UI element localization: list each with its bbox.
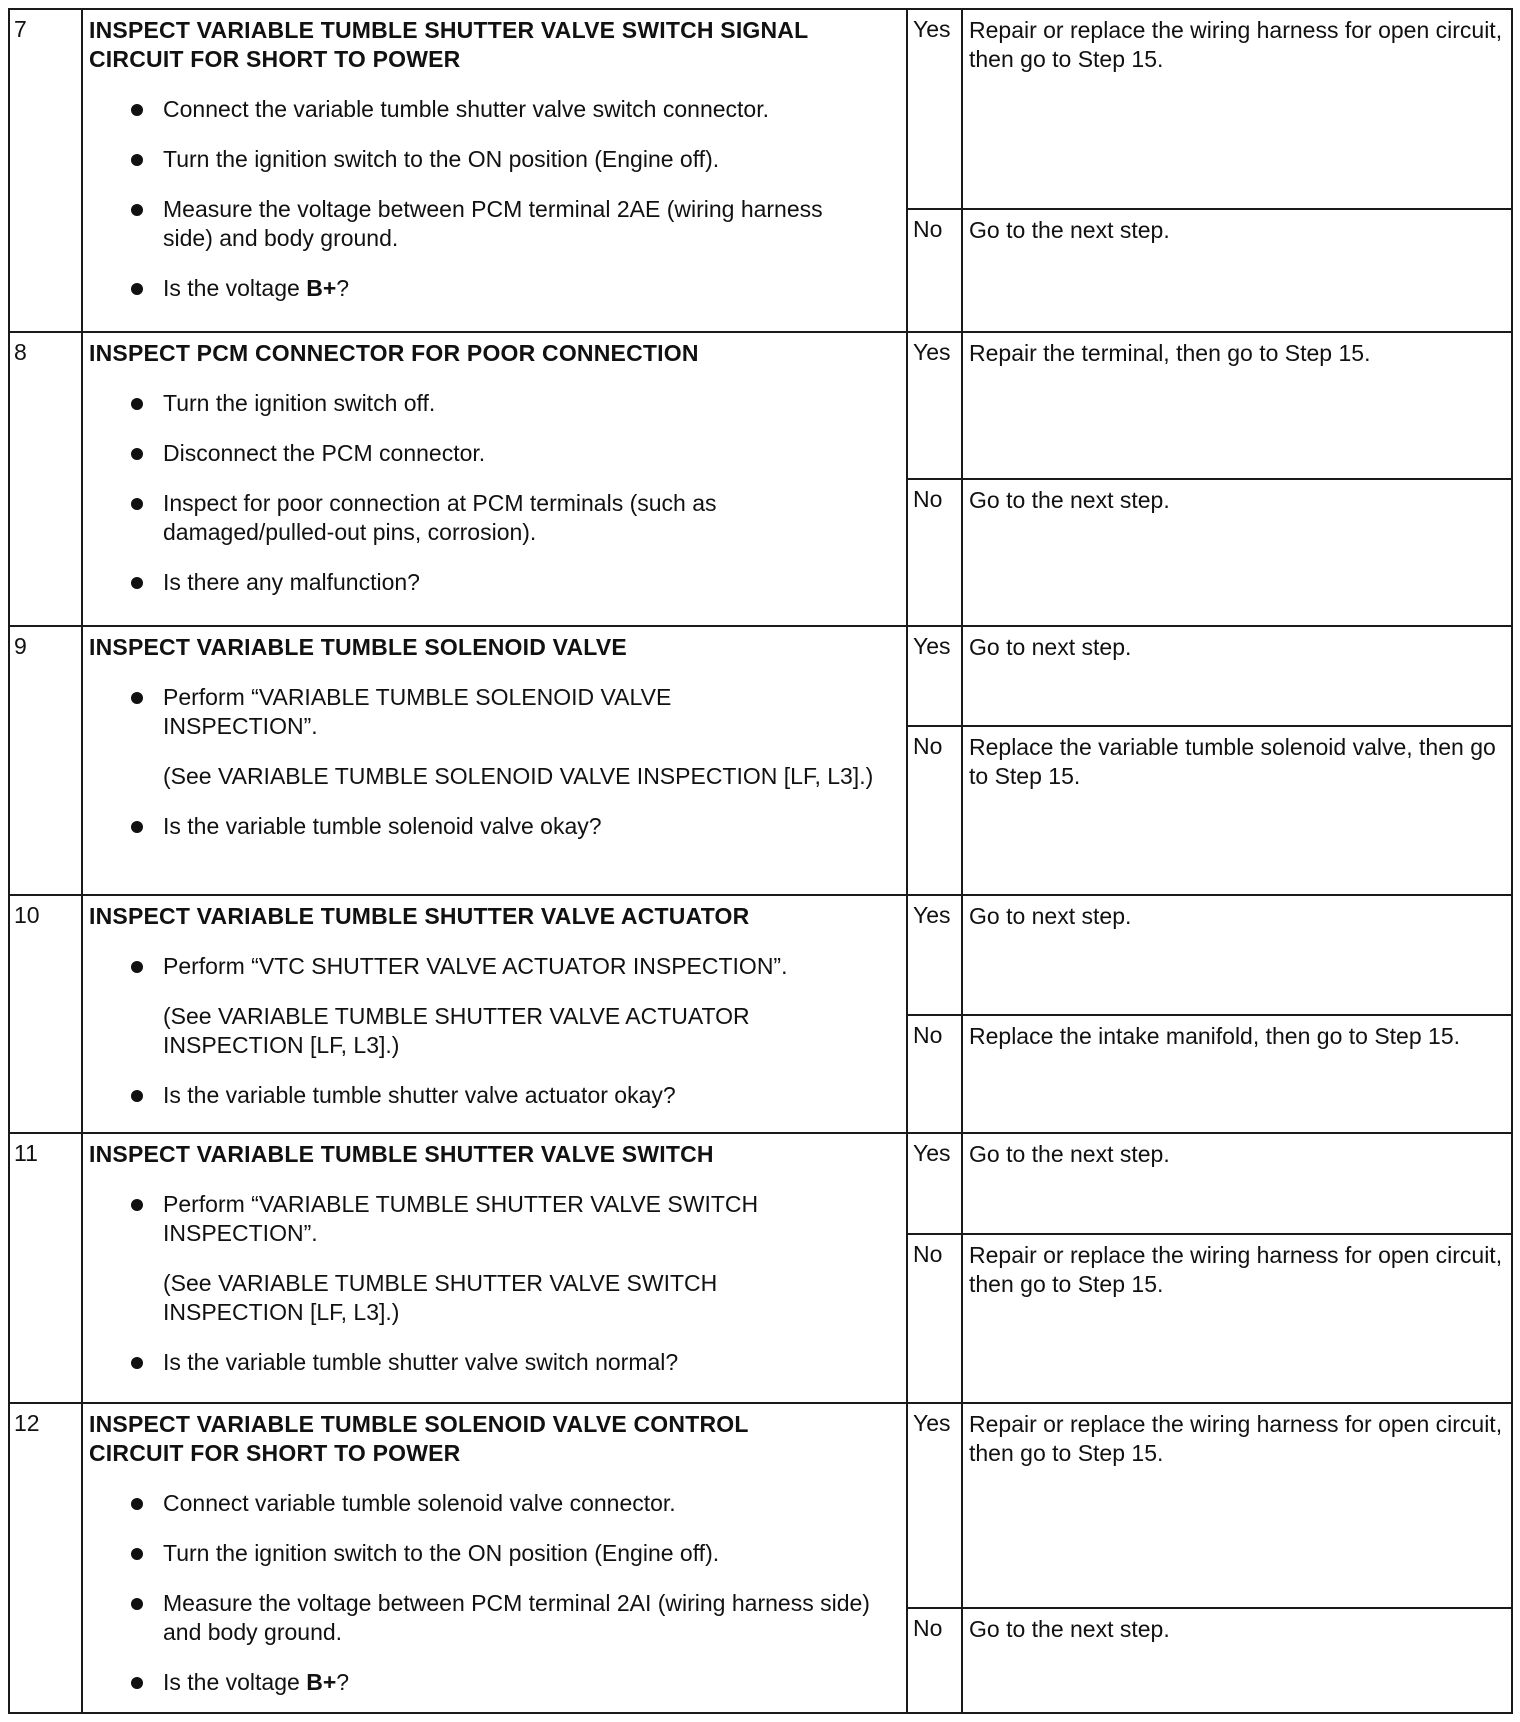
bullet-item: Is the variable tumble shutter valve switch normal? — [89, 1348, 896, 1377]
step-title: INSPECT VARIABLE TUMBLE SHUTTER VALVE ACTUATOR — [89, 903, 750, 929]
step-row — [10, 1134, 1511, 1404]
yes-action: Repair or replace the wiring harness for open circuit, then go to Step 15. — [969, 1411, 1503, 1466]
result-no — [908, 208, 1511, 331]
result-yes — [908, 627, 1511, 725]
step-number: 11 — [10, 1134, 83, 1402]
bullet-item: Is there any malfunction? — [89, 568, 896, 597]
no-action: Replace the intake manifold, then go to Step 15. — [969, 1023, 1460, 1049]
bullet-item: Connect the variable tumble shutter valve switch connector. — [89, 95, 896, 124]
bullet-item: Turn the ignition switch off. — [89, 389, 896, 418]
step-row — [10, 333, 1511, 627]
step-action — [83, 10, 908, 331]
bullet-icon — [131, 1498, 143, 1510]
result-yes — [908, 896, 1511, 1014]
result-no — [908, 1233, 1511, 1402]
bullet-icon — [131, 154, 143, 166]
step-results — [908, 1134, 1511, 1402]
yes-label: Yes — [908, 627, 963, 725]
yes-label: Yes — [908, 1134, 963, 1233]
bullet-icon — [131, 1090, 143, 1102]
step-action — [83, 627, 908, 894]
bullet-icon — [131, 577, 143, 589]
result-no — [908, 478, 1511, 625]
no-action: Go to the next step. — [969, 487, 1170, 513]
bullet-item: Turn the ignition switch to the ON position (Engine off). — [89, 1539, 896, 1568]
bullet-item: Connect variable tumble solenoid valve connector. — [89, 1489, 896, 1518]
no-label: No — [908, 1609, 963, 1712]
no-action: Go to the next step. — [969, 217, 1170, 243]
step-results — [908, 896, 1511, 1132]
no-label: No — [908, 210, 963, 331]
step-row — [10, 627, 1511, 896]
bullet-item: Is the voltage B+? — [89, 274, 896, 303]
step-title: INSPECT VARIABLE TUMBLE SOLENOID VALVE — [89, 634, 627, 660]
step-number: 12 — [10, 1404, 83, 1712]
bullet-item: Inspect for poor connection at PCM terminals (such as damaged/pulled-out pins, corrosion). — [89, 489, 896, 547]
yes-label: Yes — [908, 1404, 963, 1607]
bullet-icon — [131, 398, 143, 410]
bullet-icon — [131, 821, 143, 833]
reference-note: (See VARIABLE TUMBLE SOLENOID VALVE INSPECTION [LF, L3].) — [163, 763, 874, 789]
bullet-item: Is the variable tumble solenoid valve okay? — [89, 812, 896, 841]
yes-action: Go to next step. — [969, 634, 1132, 660]
bullet-icon — [131, 1677, 143, 1689]
bullet-item: Measure the voltage between PCM terminal 2AI (wiring harness side) and body ground. — [89, 1589, 896, 1647]
bullet-item: Perform “VARIABLE TUMBLE SHUTTER VALVE SWITCH INSPECTION”. — [89, 1190, 896, 1248]
bullet-icon — [131, 1199, 143, 1211]
bullet-item: Is the variable tumble shutter valve actuator okay? — [89, 1081, 896, 1110]
step-title: INSPECT VARIABLE TUMBLE SHUTTER VALVE SWITCH — [89, 1141, 714, 1167]
yes-label: Yes — [908, 333, 963, 478]
step-action — [83, 1134, 908, 1402]
yes-label: Yes — [908, 896, 963, 1014]
result-no — [908, 725, 1511, 894]
step-results — [908, 1404, 1511, 1712]
no-label: No — [908, 727, 963, 894]
bullet-item: Disconnect the PCM connector. — [89, 439, 896, 468]
bullet-item: Perform “VARIABLE TUMBLE SOLENOID VALVE INSPECTION”. — [89, 683, 896, 741]
yes-action: Repair the terminal, then go to Step 15. — [969, 340, 1371, 366]
bullet-item: Is the voltage B+? — [89, 1668, 896, 1697]
yes-action: Go to next step. — [969, 903, 1132, 929]
result-no — [908, 1607, 1511, 1712]
step-title: INSPECT VARIABLE TUMBLE SOLENOID VALVE CONTROL CIRCUIT FOR SHORT TO POWER — [89, 1411, 749, 1466]
no-action: Replace the variable tumble solenoid valve, then go to Step 15. — [969, 734, 1496, 789]
result-yes — [908, 333, 1511, 478]
bullet-item: Perform “VTC SHUTTER VALVE ACTUATOR INSPECTION”. — [89, 952, 896, 981]
yes-label: Yes — [908, 10, 963, 208]
result-yes — [908, 10, 1511, 208]
step-row — [10, 1404, 1511, 1712]
step-title: INSPECT PCM CONNECTOR FOR POOR CONNECTION — [89, 340, 699, 366]
result-yes — [908, 1404, 1511, 1607]
bullet-icon — [131, 692, 143, 704]
step-number: 9 — [10, 627, 83, 894]
reference-note: (See VARIABLE TUMBLE SHUTTER VALVE ACTUATOR INSPECTION [LF, L3].) — [163, 1003, 750, 1058]
step-action — [83, 1404, 908, 1712]
bullet-icon — [131, 1357, 143, 1369]
step-results — [908, 627, 1511, 894]
bullet-item: Turn the ignition switch to the ON position (Engine off). — [89, 145, 896, 174]
step-number: 8 — [10, 333, 83, 625]
bullet-item: Measure the voltage between PCM terminal 2AE (wiring harness side) and body ground. — [89, 195, 896, 253]
step-action — [83, 896, 908, 1132]
step-results — [908, 333, 1511, 625]
step-number: 7 — [10, 10, 83, 331]
bullet-icon — [131, 1598, 143, 1610]
step-number: 10 — [10, 896, 83, 1132]
bullet-icon — [131, 104, 143, 116]
bullet-icon — [131, 1548, 143, 1560]
step-row — [10, 10, 1511, 333]
step-results — [908, 10, 1511, 331]
result-yes — [908, 1134, 1511, 1233]
yes-action: Go to the next step. — [969, 1141, 1170, 1167]
no-action: Repair or replace the wiring harness for open circuit, then go to Step 15. — [969, 1242, 1503, 1297]
bullet-icon — [131, 498, 143, 510]
bullet-icon — [131, 448, 143, 460]
no-action: Go to the next step. — [969, 1616, 1170, 1642]
result-no — [908, 1014, 1511, 1132]
no-label: No — [908, 480, 963, 625]
no-label: No — [908, 1016, 963, 1132]
bullet-icon — [131, 961, 143, 973]
yes-action: Repair or replace the wiring harness for open circuit, then go to Step 15. — [969, 17, 1503, 72]
diagnostic-table — [8, 8, 1513, 1714]
bullet-icon — [131, 283, 143, 295]
step-row — [10, 896, 1511, 1134]
bullet-icon — [131, 204, 143, 216]
reference-note: (See VARIABLE TUMBLE SHUTTER VALVE SWITCH INSPECTION [LF, L3].) — [163, 1270, 718, 1325]
step-title: INSPECT VARIABLE TUMBLE SHUTTER VALVE SWITCH SIGNAL CIRCUIT FOR SHORT TO POWER — [89, 17, 809, 72]
step-action — [83, 333, 908, 625]
no-label: No — [908, 1235, 963, 1402]
